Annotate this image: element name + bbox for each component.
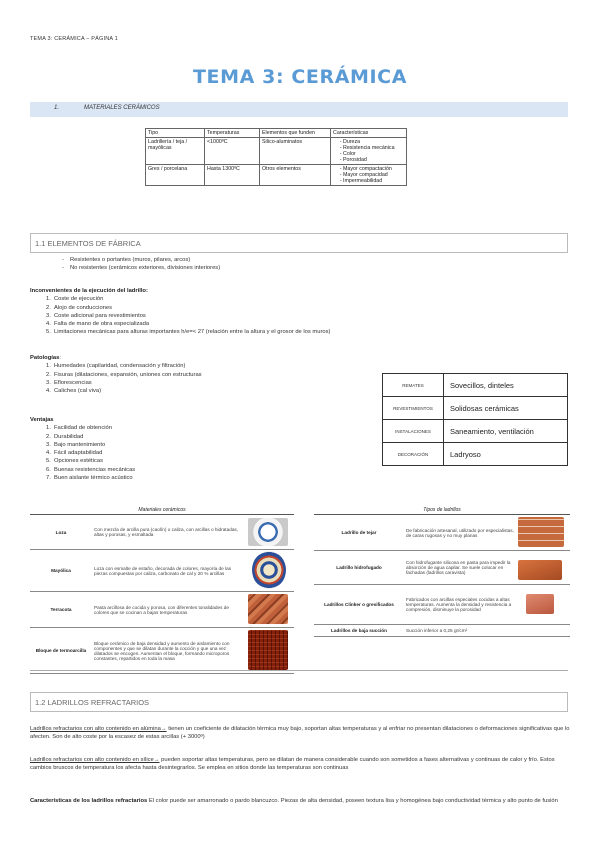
cell-desc: De fabricación artesanal, utilizado por especialistas, de caras rugosas y no muy planas	[404, 515, 516, 551]
cell-value: Solidosas cerámicas	[444, 397, 568, 420]
cell-desc: Con mezcla de arcilla pura (caolín) o caliza, con arcillas o hidratadas, altas y porosas, y esmaltada	[92, 515, 246, 550]
cell-caracteristicas	[331, 165, 407, 186]
column-header: Temperaturas	[205, 129, 260, 138]
list-item: - Resistentes o portantes (muros, pilares, arcos)	[30, 256, 360, 264]
table-row	[314, 585, 570, 625]
handmade-brick-image	[518, 517, 564, 547]
column-header: Características	[331, 129, 407, 138]
cell-elementos: Otros elementos	[260, 165, 331, 186]
list-item: - Mayor compacidad	[343, 172, 404, 178]
cell-value: Ladryoso	[444, 443, 568, 466]
fabrica-list	[30, 256, 360, 273]
table-row	[314, 625, 570, 637]
uses-table	[382, 373, 568, 466]
list-item: 5. Limitaciones mecánicas para alturas importantes h/e=< 27 (relación entre la altura y el grosor de los muros)	[46, 329, 331, 336]
table-title: Materiales cerámicos	[30, 506, 294, 515]
list-item: 3. Bajo mantenimiento	[46, 441, 106, 448]
list-item: - Dureza	[343, 139, 404, 145]
terracotta-tiles-image	[248, 594, 288, 624]
cell-desc: Bloque cerámico de baja densidad y aumento de aislamiento con componentes y que se dilatan durante la cocción y que una vez dilatados se encogen. Aumentan el bloque, formando microporos constantes, repartidos en toda la masa	[92, 628, 246, 674]
list-item: 4. Fácil adaptabilidad	[46, 450, 103, 457]
column-header: Elementos que funden	[260, 129, 331, 138]
hydrophobic-brick-image	[518, 560, 562, 580]
list-item: 7. Buen aislante térmico acústico	[46, 475, 133, 482]
table-row	[383, 397, 568, 420]
term-caracteristicas: Características de los ladrillos refractarios	[30, 798, 148, 804]
text-silice: pueden soportar altas temperaturas, pero se dilatan de manera considerable cuando son sometidos a fases alternativas y continuas de calor y frío. Estos cambios bruscos de temperatura los afecta hasta desintegrarlos. Se emplea en sitios donde las temperaturas son continuas	[30, 757, 555, 772]
cell-temp: <1000ºC	[205, 138, 260, 165]
column-header: Tipo	[146, 129, 205, 138]
cell-temp: Hasta 1300ºC	[205, 165, 260, 186]
table-row	[146, 165, 407, 186]
table-row	[383, 420, 568, 443]
patologias-title: Patologías	[30, 355, 60, 361]
divider	[30, 670, 568, 671]
brick-types-table	[314, 506, 570, 637]
section-heading: 1.1 ELEMENTOS DE FÁBRICA	[35, 239, 141, 248]
cell-key: DECORACIÓN	[383, 443, 444, 466]
ventajas-title: Ventajas	[30, 417, 54, 423]
cell-key: INSTALACIONES	[383, 420, 444, 443]
cell-tipo: Ladrillería / teja / mayólicas	[146, 138, 205, 165]
cell-key: REVESTIMIENTOS	[383, 397, 444, 420]
materials-type-table	[145, 128, 407, 186]
list-item: - Mayor compactación	[343, 166, 404, 172]
table-title: Tipos de ladrillos	[314, 506, 570, 515]
cell-desc: Succión inferior a 0,25 gr/cm²	[404, 625, 570, 637]
cell-name: Ladrillo hidrofugado	[314, 551, 404, 585]
section-number: 1.	[54, 105, 60, 111]
list-item: - Impermeabilidad	[343, 178, 404, 184]
section-box-refractarios	[30, 692, 568, 712]
cell-name: Mayólica	[30, 550, 92, 592]
section-band-materiales	[30, 102, 568, 117]
table-row	[30, 628, 294, 674]
table-row	[314, 515, 570, 551]
section-label: MATERIALES CERÁMICOS	[84, 105, 160, 111]
cell-desc: Pasta arcillosa de cocida y porosa, con diferentes tonalidades de colores que se cocinan a bajas temperaturas	[92, 592, 246, 628]
ventajas-block	[30, 416, 330, 482]
inconvenientes-block	[30, 287, 570, 337]
thermoclay-blocks-image	[248, 630, 288, 670]
paragraph-caracteristicas	[30, 797, 570, 805]
table-row	[30, 515, 294, 550]
cell-caracteristicas	[331, 138, 407, 165]
list-item: 1. Coste de ejecución	[46, 296, 104, 303]
table-row	[30, 592, 294, 628]
cell-value: Saneamiento, ventilación	[444, 420, 568, 443]
paragraph-silice	[30, 756, 570, 773]
cell-name: Ladrillos de baja succión	[314, 625, 404, 637]
cell-value: Sovecillos, dinteles	[444, 374, 568, 397]
table-row	[383, 374, 568, 397]
clinker-brick-image	[526, 594, 554, 614]
list-item: 2. Durabilidad	[46, 433, 84, 440]
table-row	[383, 443, 568, 466]
list-item: 5. Opciones estéticas	[46, 458, 103, 465]
running-header: TEMA 3: CERÁMICA – PÁGINA 1	[30, 36, 118, 42]
cell-desc: Con hidrofugante silicona en pasta para impedir la absorción de agua capilar. Se suele colocar en fachadas (ladrillos caravista)	[404, 551, 516, 585]
table-row	[30, 550, 294, 592]
list-item: - No resistentes (cerámicos exteriores, divisiones interiores)	[30, 264, 360, 272]
list-item: 2. Fisuras (dilataciones, expansión, uniones con estructuras	[46, 371, 202, 378]
table-row	[146, 138, 407, 165]
list-item: - Color	[343, 151, 404, 157]
ceramic-materials-table	[30, 506, 294, 674]
list-item: 4. Caliches (cal viva)	[46, 388, 102, 395]
list-item: 1. Facilidad de obtención	[46, 425, 113, 432]
cell-name: Ladrillo de tejar	[314, 515, 404, 551]
cell-elementos: Silico-aluminatos	[260, 138, 331, 165]
list-item: - Porosidad	[343, 157, 404, 163]
paragraph-alumina	[30, 725, 570, 742]
list-item: 3. Coste adicional para revestimientos	[46, 312, 146, 319]
patologias-block: Patologías: 1. Humedades (capilaridad, condensación y filtración) 2. Fisuras (dilataciones, expansión, uniones con estructuras 3. Eflorescencias 4. Caliches (cal viva)	[30, 354, 370, 395]
list-item: 6. Buenas resistencias mecánicas	[46, 466, 136, 473]
cell-name: Loza	[30, 515, 92, 550]
cell-name: Bloque de termoarcilla	[30, 628, 92, 674]
cell-key: REMATES	[383, 374, 444, 397]
list-item: 1. Humedades (capilaridad, condensación y filtración)	[46, 363, 186, 370]
term-silice: Ladrillos refractarios con alto contenido en sílice→	[30, 757, 160, 763]
section-box-elementos-fabrica	[30, 233, 568, 253]
term-alumina: Ladrillos refractarios con alto contenido en alúmina→	[30, 726, 167, 732]
cell-desc: Fabricados con arcillas especiales cocidas a altas temperaturas. Aumenta la densidad y resistencia a compresión, disminuye la porosidad	[404, 585, 516, 625]
page-title: TEMA 3: CERÁMICA	[192, 66, 408, 88]
cell-desc: Loza con esmalte de estaño, decorada de colores, mayoría de las piezas compuestas por caliza, carbonato de cal y 20 % arcillas	[92, 550, 246, 592]
table-header-row	[146, 129, 407, 138]
majolica-plate-image	[252, 551, 286, 589]
list-item: 2. Alojo de conducciones	[46, 304, 113, 311]
list-item: 4. Falta de mano de obra especializada	[46, 321, 150, 328]
list-item: 3. Eflorescencias	[46, 379, 92, 386]
table-row	[314, 551, 570, 585]
teacup-image	[248, 518, 288, 546]
section-heading: 1.2 LADRILLOS REFRACTARIOS	[35, 698, 150, 707]
text-caracteristicas: El color puede ser amarronado o pardo blancuzco. Piezas de alta densidad, poseen textura lisa y homogénea bajo conductividad térmica y alto punto de fusión	[147, 798, 558, 804]
cell-name: Ladrillos Clinker o gresificados	[314, 585, 404, 625]
cell-tipo: Gres / porcelana	[146, 165, 205, 186]
inconvenientes-title: Inconvenientes de la ejecución del ladrillo:	[30, 288, 148, 294]
cell-name: Terracota	[30, 592, 92, 628]
text-alumina: tienen un coeficiente de dilatación térmica muy bajo, soportan altas temperaturas y al enfriar no presentan dilataciones o deformaciones significativas que lo afecten. Son de alto coste por la escasez de estas arcillas (+ 3000º)	[30, 726, 570, 741]
list-item: - Resistencia mecánica	[343, 145, 404, 151]
